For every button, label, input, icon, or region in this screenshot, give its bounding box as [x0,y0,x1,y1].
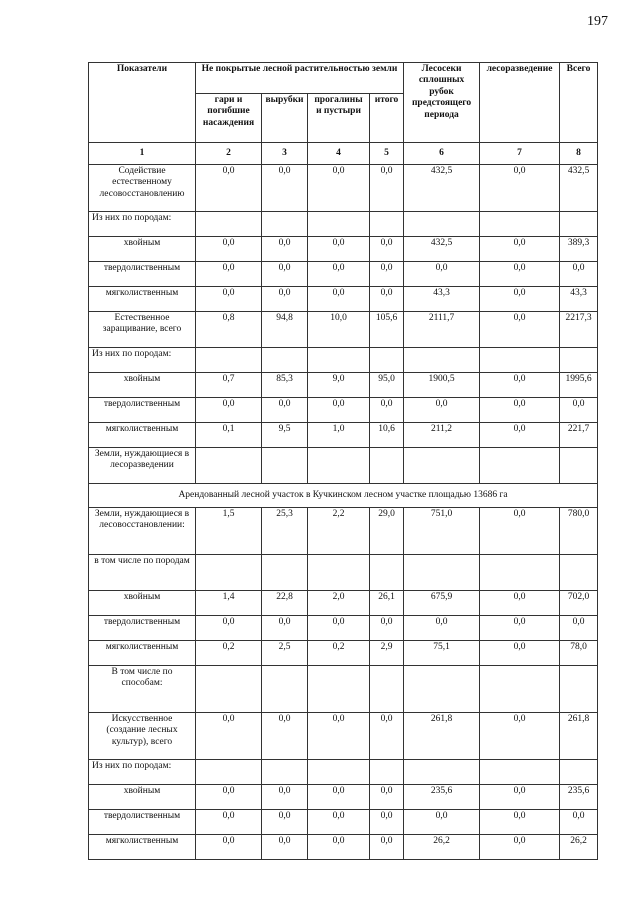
cell-value: 0,0 [196,713,262,760]
header-afforestation: лесоразведение [480,63,560,143]
cell-value: 0,0 [370,785,404,810]
cell-value: 0,0 [308,810,370,835]
cell-value [308,212,370,237]
cell-value: 0,0 [196,165,262,212]
cell-value: 0,0 [480,810,560,835]
table-body-before [89,165,598,484]
cell-value: 0,0 [370,810,404,835]
reforestation-table [88,62,598,860]
cell-value: 0,0 [480,591,560,616]
row-label: Из них по породам: [89,212,196,237]
cell-value: 2111,7 [404,312,480,348]
cell-value [262,760,308,785]
cell-value: 29,0 [370,508,404,555]
cell-value: 0,0 [262,835,308,860]
cell-value [370,760,404,785]
cell-value: 0,0 [308,616,370,641]
cell-value: 702,0 [560,591,598,616]
cell-value: 0,0 [262,398,308,423]
cell-value: 75,1 [404,641,480,666]
cell-value: 0,0 [480,165,560,212]
cell-value [308,760,370,785]
cell-value [370,212,404,237]
cell-value: 22,8 [262,591,308,616]
cell-value: 0,0 [308,398,370,423]
cell-value [560,348,598,373]
cell-value [370,348,404,373]
row-label: Искусственное (создание лесных культур), всего [89,713,196,760]
cell-value [480,212,560,237]
table-row [89,237,598,262]
cell-value: 0,0 [262,785,308,810]
cell-value [560,555,598,591]
cell-value: 261,8 [404,713,480,760]
cell-value [560,760,598,785]
cell-value [196,212,262,237]
cell-value: 2,0 [308,591,370,616]
cell-value: 0,0 [196,287,262,312]
cell-value: 0,0 [262,616,308,641]
cell-value: 0,0 [404,616,480,641]
cell-value [308,448,370,484]
row-label: хвойным [89,237,196,262]
cell-value: 94,8 [262,312,308,348]
cell-value [404,555,480,591]
cell-value: 221,7 [560,423,598,448]
section-row-group [89,484,598,508]
cell-value: 0,0 [404,810,480,835]
cell-value: 0,0 [308,165,370,212]
cell-value [262,348,308,373]
cell-value [480,760,560,785]
table-body-after [89,508,598,860]
cell-value: 0,0 [480,641,560,666]
cell-value: 85,3 [262,373,308,398]
header-subtotal: итого [370,94,404,143]
col-number: 2 [196,143,262,165]
cell-value: 1,4 [196,591,262,616]
cell-value: 0,0 [308,785,370,810]
cell-value: 2,2 [308,508,370,555]
cell-value: 78,0 [560,641,598,666]
cell-value [308,555,370,591]
cell-value: 43,3 [560,287,598,312]
cell-value [308,348,370,373]
table-row [89,785,598,810]
cell-value [370,666,404,713]
row-label: твердолиственным [89,398,196,423]
cell-value: 10,0 [308,312,370,348]
cell-value: 389,3 [560,237,598,262]
cell-value: 0,0 [480,835,560,860]
header-indicators: Показатели [89,63,196,143]
cell-value: 95,0 [370,373,404,398]
cell-value: 0,8 [196,312,262,348]
cell-value: 235,6 [404,785,480,810]
header-burned: гари и погибшие насаждения [196,94,262,143]
cell-value: 0,0 [196,262,262,287]
table-row [89,835,598,860]
cell-value [370,448,404,484]
page-number: 197 [587,14,608,29]
row-label: Естественное заращивание, всего [89,312,196,348]
cell-value: 10,6 [370,423,404,448]
cell-value: 0,0 [370,616,404,641]
cell-value: 2,5 [262,641,308,666]
cell-value [480,448,560,484]
table-row [89,165,598,212]
cell-value: 0,0 [370,835,404,860]
cell-value: 0,0 [196,785,262,810]
table-row [89,287,598,312]
cell-value [196,666,262,713]
cell-value: 0,1 [196,423,262,448]
cell-value [262,555,308,591]
cell-value [404,212,480,237]
cell-value: 0,0 [480,398,560,423]
cell-value: 261,8 [560,713,598,760]
cell-value: 0,0 [370,398,404,423]
cell-value: 211,2 [404,423,480,448]
cell-value: 0,0 [196,237,262,262]
cell-value: 0,2 [196,641,262,666]
cell-value: 0,0 [560,262,598,287]
cell-value: 0,0 [480,508,560,555]
cell-value: 0,0 [262,713,308,760]
col-number: 4 [308,143,370,165]
cell-value: 0,0 [404,398,480,423]
cell-value: 0,0 [370,262,404,287]
cell-value: 0,0 [480,785,560,810]
row-label: мягколиственным [89,835,196,860]
table-row [89,591,598,616]
table-row [89,555,598,591]
cell-value: 0,0 [262,262,308,287]
header-clearcuts: Лесосеки сплошных рубок предстоящего периода [404,63,480,143]
row-label: твердолиственным [89,262,196,287]
row-label: твердолиственным [89,810,196,835]
cell-value: 0,0 [480,312,560,348]
cell-value: 0,7 [196,373,262,398]
row-label: в том числе по породам [89,555,196,591]
cell-value [262,448,308,484]
row-label: Земли, нуждающиеся в лесовосстановлении: [89,508,196,555]
cell-value: 0,0 [480,287,560,312]
cell-value [480,555,560,591]
cell-value: 432,5 [404,165,480,212]
cell-value: 0,0 [308,262,370,287]
cell-value [196,555,262,591]
cell-value: 2,9 [370,641,404,666]
cell-value: 9,5 [262,423,308,448]
section-title: Арендованный лесной участок в Кучкинском лесном участке площадью 13686 га [89,484,598,508]
cell-value: 0,0 [308,713,370,760]
cell-value [262,666,308,713]
cell-value: 0,0 [480,373,560,398]
cell-value: 0,0 [262,287,308,312]
row-label: Из них по породам: [89,348,196,373]
cell-value: 0,0 [480,423,560,448]
cell-value: 0,0 [262,810,308,835]
cell-value: 26,2 [404,835,480,860]
row-label: хвойным [89,591,196,616]
table-row [89,262,598,287]
cell-value: 0,0 [480,237,560,262]
cell-value: 0,2 [308,641,370,666]
col-number: 5 [370,143,404,165]
table-row [89,666,598,713]
cell-value [404,666,480,713]
cell-value [480,666,560,713]
cell-value [370,555,404,591]
row-label: мягколиственным [89,287,196,312]
table-row [89,713,598,760]
cell-value: 780,0 [560,508,598,555]
cell-value: 0,0 [404,262,480,287]
cell-value [480,348,560,373]
cell-value: 432,5 [560,165,598,212]
cell-value: 105,6 [370,312,404,348]
table-row [89,616,598,641]
cell-value: 0,0 [370,713,404,760]
col-number: 7 [480,143,560,165]
row-label: мягколиственным [89,641,196,666]
cell-value: 0,0 [308,237,370,262]
cell-value: 0,0 [196,810,262,835]
cell-value: 235,6 [560,785,598,810]
table-row [89,760,598,785]
cell-value [196,448,262,484]
cell-value: 0,0 [480,713,560,760]
cell-value: 675,9 [404,591,480,616]
cell-value: 0,0 [560,616,598,641]
table-row [89,423,598,448]
cell-value: 0,0 [196,398,262,423]
cell-value: 0,0 [560,810,598,835]
cell-value [262,212,308,237]
cell-value: 9,0 [308,373,370,398]
header-glades: прогалины и пустыри [308,94,370,143]
table-row [89,641,598,666]
col-number: 1 [89,143,196,165]
row-label: В том числе по способам: [89,666,196,713]
table-row [89,212,598,237]
cell-value: 0,0 [480,616,560,641]
cell-value: 1,0 [308,423,370,448]
header-not-covered: Не покрытые лесной растительностью земли [196,63,404,94]
cell-value: 26,1 [370,591,404,616]
cell-value [404,348,480,373]
cell-value: 1995,6 [560,373,598,398]
cell-value: 43,3 [404,287,480,312]
row-label: хвойным [89,373,196,398]
cell-value: 1900,5 [404,373,480,398]
cell-value: 0,0 [308,835,370,860]
row-label: мягколиственным [89,423,196,448]
row-label: Земли, нуждающиеся в лесоразведении [89,448,196,484]
cell-value [404,760,480,785]
cell-value: 0,0 [560,398,598,423]
row-label: твердолиственным [89,616,196,641]
cell-value [196,348,262,373]
row-label: Из них по породам: [89,760,196,785]
row-label: хвойным [89,785,196,810]
col-number: 6 [404,143,480,165]
row-label: Содействие естественному лесовосстановлению [89,165,196,212]
header-total: Всего [560,63,598,143]
cell-value [404,448,480,484]
cell-value: 0,0 [196,835,262,860]
cell-value [308,666,370,713]
table-row [89,448,598,484]
cell-value: 25,3 [262,508,308,555]
table-row [89,398,598,423]
cell-value [560,212,598,237]
table-row [89,508,598,555]
cell-value: 0,0 [370,165,404,212]
header-cuttings: вырубки [262,94,308,143]
table-row [89,373,598,398]
cell-value: 0,0 [370,287,404,312]
cell-value: 26,2 [560,835,598,860]
cell-value: 0,0 [196,616,262,641]
cell-value: 0,0 [262,237,308,262]
col-number: 8 [560,143,598,165]
cell-value: 0,0 [370,237,404,262]
cell-value: 751,0 [404,508,480,555]
col-number: 3 [262,143,308,165]
cell-value: 0,0 [308,287,370,312]
cell-value [196,760,262,785]
cell-value: 0,0 [480,262,560,287]
cell-value: 1,5 [196,508,262,555]
cell-value: 2217,3 [560,312,598,348]
table-row [89,348,598,373]
cell-value: 0,0 [262,165,308,212]
table-row [89,312,598,348]
cell-value: 432,5 [404,237,480,262]
cell-value [560,666,598,713]
cell-value [560,448,598,484]
table-row [89,810,598,835]
